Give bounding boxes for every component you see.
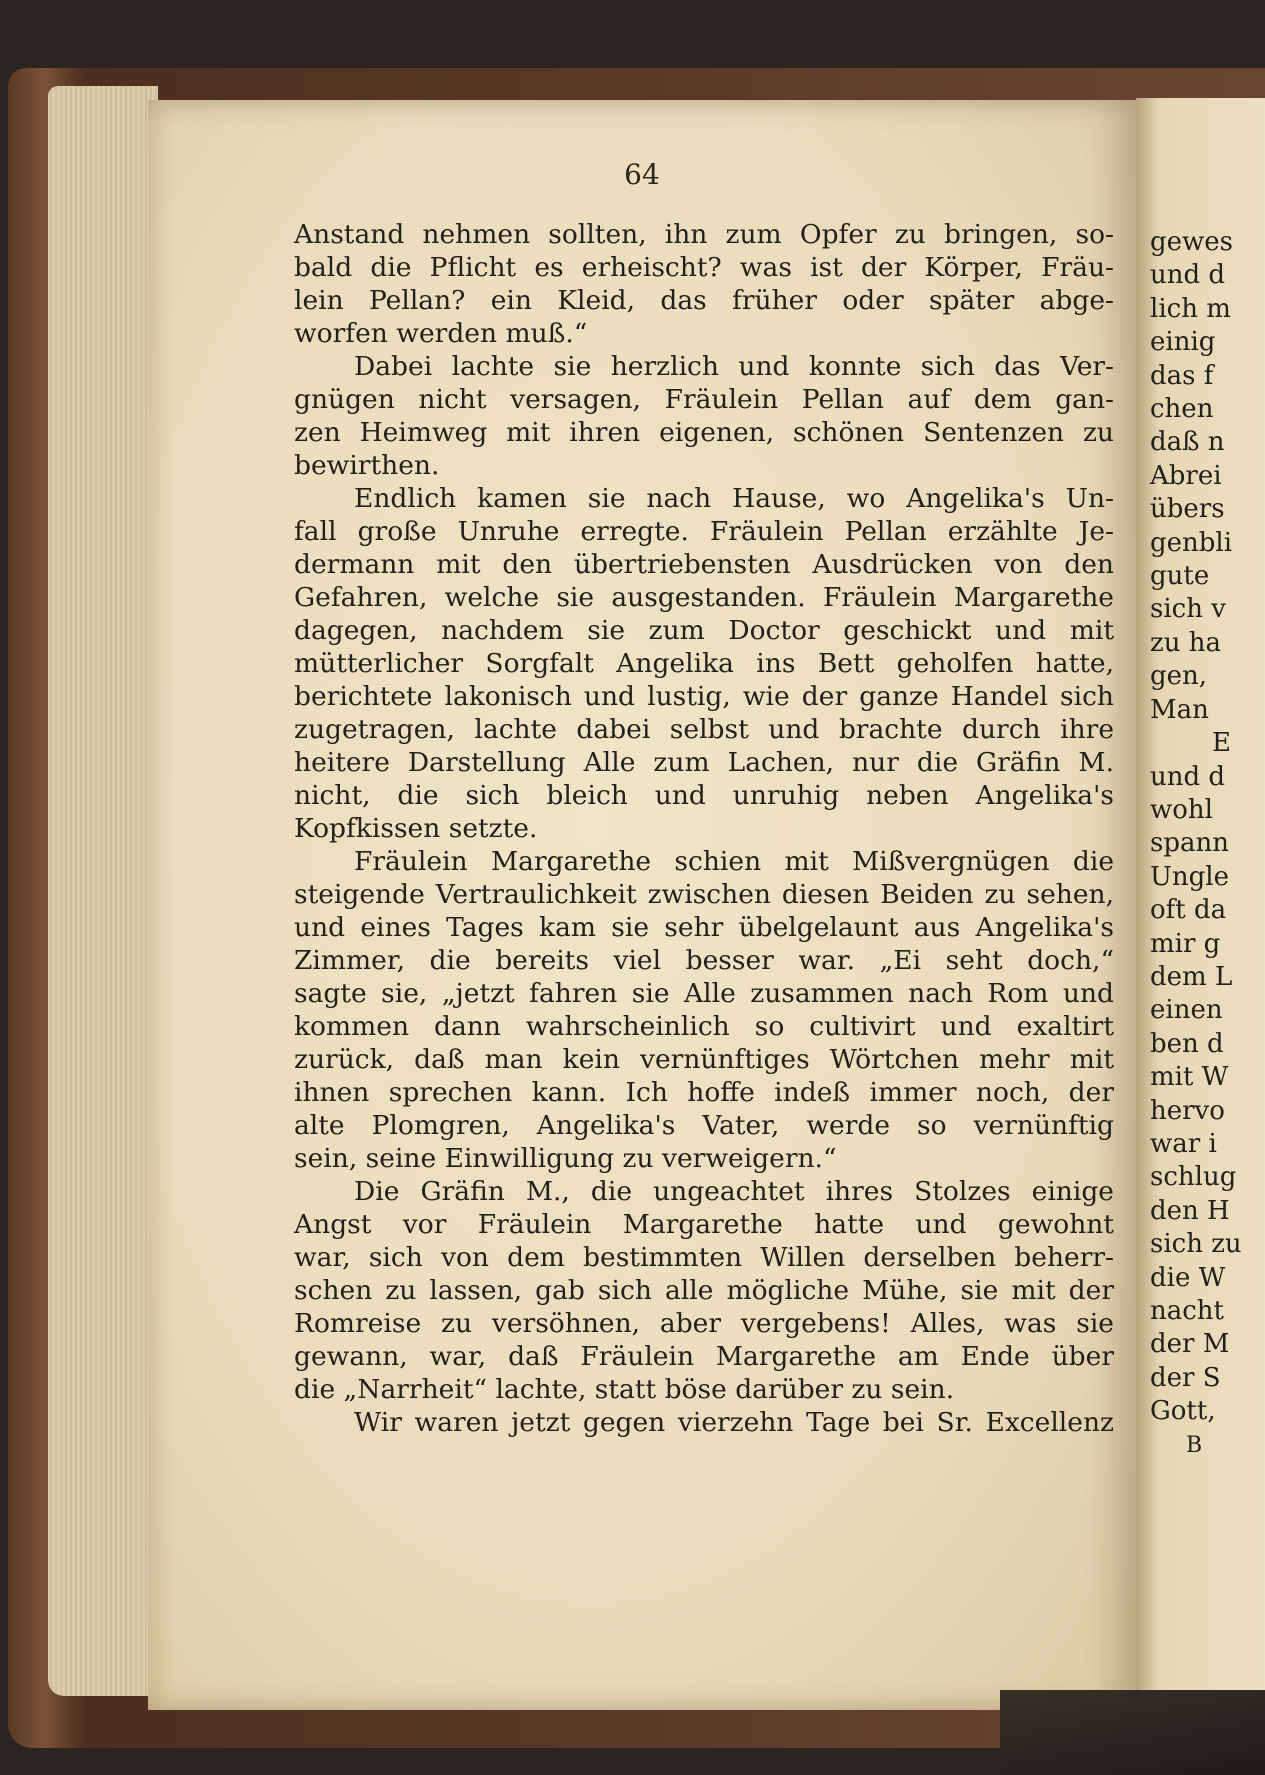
text-line: Wir waren jetzt gegen vierzehn Tage bei Sr. Excellenz [354,1407,1114,1438]
text-line: alte Plomgren, Angelika's Vater, werde so vernünftig [294,1110,1114,1141]
text-line: daß n [1150,427,1225,458]
text-line: hervo [1150,1095,1225,1126]
text-line: der S [1150,1362,1221,1393]
text-line: Romreise zu versöhnen, aber vergebens! Alles, was sie [294,1308,1114,1339]
right-page-edge [1136,98,1265,1710]
left-page [148,100,1136,1710]
text-line: sagte sie, „jetzt fahren sie Alle zusammen nach Rom und [294,978,1114,1009]
text-line: ihnen sprechen kann. Ich hoffe indeß immer noch, der [294,1077,1114,1108]
text-line: Anstand nehmen sollten, ihn zum Opfer zu bringen, so- [294,219,1114,250]
text-line: die „Narrheit“ lachte, statt böse darüber zu sein. [294,1374,955,1405]
text-line: zu ha [1150,627,1221,658]
text-line: mir g [1150,928,1221,959]
text-line: gewann, war, daß Fräulein Margarethe am Ende über [294,1341,1114,1372]
text-line: einig [1150,327,1216,358]
text-line: dermann mit den übertriebensten Ausdrücken von den [294,549,1114,580]
text-line: einen [1150,995,1223,1026]
text-line: bald die Pflicht es erheischt? was ist der Körper, Fräu- [294,252,1114,283]
text-line: oft da [1150,895,1227,926]
text-line: war, sich von dem bestimmten Willen derselben beherr- [294,1242,1114,1273]
text-line: den H [1150,1195,1230,1226]
text-line: Die Gräfin M., die ungeachtet ihres Stolzes einige [354,1176,1114,1207]
text-line: lich m [1150,293,1231,324]
text-line: gewes [1150,227,1234,257]
text-line: heitere Darstellung Alle zum Lachen, nur die Gräfin M. [294,747,1114,778]
text-line: Man [1150,694,1209,725]
text-line: bewirthen. [294,450,440,481]
text-line: Fräulein Margarethe schien mit Mißvergnügen die [354,846,1114,877]
text-line: lein Pellan? ein Kleid, das früher oder später abge- [294,285,1114,316]
text-line: zugetragen, lachte dabei selbst und brachte durch ihre [294,714,1114,745]
text-line: Gefahren, welche sie ausgestanden. Fräulein Margarethe [294,582,1114,613]
text-line: fall große Unruhe erregte. Fräulein Pellan erzählte Je- [294,516,1114,547]
text-line: sich zu [1150,1229,1242,1260]
text-line: und eines Tages kam sie sehr übelgelaunt aus Angelika's [294,912,1114,943]
text-line: Gott, [1150,1396,1216,1427]
book-binding-cloth [1000,1690,1265,1775]
text-line: B [1186,1432,1203,1458]
text-line: schlug [1150,1162,1237,1193]
text-line: steigende Vertraulichkeit zwischen diesen Beiden zu sehen, [294,879,1114,910]
text-line: schen zu lassen, gab sich alle mögliche Mühe, sie mit der [294,1275,1114,1306]
text-line: E [1212,728,1231,759]
text-line: übers [1150,494,1225,525]
text-line: Zimmer, die bereits viel besser war. „Ei seht doch,“ [294,945,1114,976]
text-line: ben d [1150,1028,1224,1059]
text-line: die W [1150,1262,1226,1293]
text-line: kommen dann wahrscheinlich so cultivirt und exaltirt [294,1011,1114,1042]
text-line: das f [1150,360,1214,391]
page-number: 64 [624,158,660,191]
text-line: worfen werden muß.“ [294,318,588,349]
text-line: sein, seine Einwilligung zu verweigern.“ [294,1143,837,1174]
text-line: genbli [1150,527,1233,558]
text-line: zen Heimweg mit ihren eigenen, schönen Sentenzen zu [294,417,1114,448]
text-line: wohl [1150,794,1213,825]
text-line: gute [1150,561,1210,592]
right-page-text [1150,226,1265,1462]
page-edges [48,86,158,1696]
text-line: Angst vor Fräulein Margarethe hatte und gewohnt [294,1209,1114,1240]
text-line: dem L [1150,961,1233,992]
text-line: Kopfkissen setzte. [294,813,538,844]
text-line: der M [1150,1329,1230,1360]
text-line: gen, [1150,661,1208,692]
text-line: Ungle [1150,861,1230,892]
body-text [294,218,1114,1439]
text-line: Endlich kamen sie nach Hause, wo Angelika's Un- [354,483,1114,514]
text-line: nicht, die sich bleich und unruhig neben Angelika's [294,780,1114,811]
text-line: gnügen nicht versagen, Fräulein Pellan auf dem gan- [294,384,1114,415]
text-line: Abrei [1150,460,1222,491]
text-line: und d [1150,761,1226,792]
text-line: sich v [1150,594,1226,625]
text-line: war i [1150,1128,1217,1159]
text-line: chen [1150,394,1214,425]
text-line: berichtete lakonisch und lustig, wie der ganze Handel sich [294,681,1114,712]
text-line: Dabei lachte sie herzlich und konnte sich das Ver- [354,351,1114,382]
text-line: und d [1150,260,1226,291]
text-line: spann [1150,828,1229,859]
text-line: zurück, daß man kein vernünftiges Wörtchen mehr mit [294,1044,1114,1075]
text-line: mit W [1150,1062,1229,1093]
text-line: mütterlicher Sorgfalt Angelika ins Bett geholfen hatte, [294,648,1114,679]
text-line: nacht [1150,1296,1225,1326]
text-line: dagegen, nachdem sie zum Doctor geschickt und mit [294,615,1114,646]
